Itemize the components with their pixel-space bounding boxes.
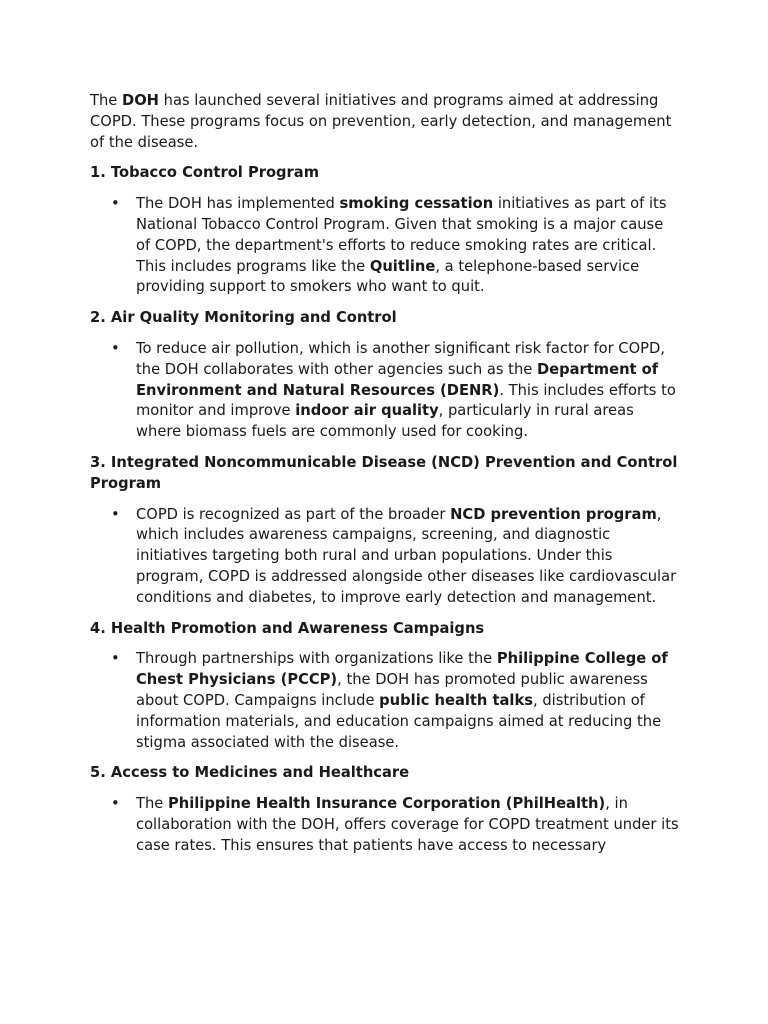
bullet-text: COPD is recognized as part of the broader bbox=[136, 505, 451, 523]
section-heading-air-quality: 2. Air Quality Monitoring and Control bbox=[90, 309, 397, 327]
bullet-text: . This includes efforts to monitor and improve bbox=[136, 381, 676, 420]
bullet-item-health-promotion bbox=[136, 649, 680, 753]
bullet-bold: Philippine College of Chest Physicians (PCCP) bbox=[136, 650, 668, 689]
bullet-text: , distribution of information materials, and education campaigns aimed at reducing the stigma associated with the disease. bbox=[136, 691, 662, 751]
document-page bbox=[90, 91, 680, 867]
section-heading-health-promotion: 4. Health Promotion and Awareness Campaigns bbox=[90, 619, 485, 637]
bullet-item-ncd bbox=[136, 505, 680, 609]
intro-bold: DOH bbox=[122, 92, 159, 109]
bullet-text: To reduce air pollution, which is another significant risk factor for COPD, the DOH collaborates with other agencies such as the bbox=[136, 339, 665, 378]
section-heading-tobacco: 1. Tobacco Control Program bbox=[90, 164, 320, 182]
bullet-bold: Quitline bbox=[369, 257, 436, 275]
bullet-text: , in collaboration with the DOH, offers coverage for COPD treatment under its case rates. This ensures that patients have access to necessary bbox=[136, 795, 679, 854]
bullet-text: Through partnerships with organizations like the bbox=[136, 650, 497, 668]
bullet-text: The bbox=[136, 795, 168, 813]
bullet-bold: indoor air quality bbox=[295, 402, 439, 420]
intro-text: The bbox=[90, 92, 122, 109]
bullet-bold: NCD prevention program bbox=[450, 505, 657, 523]
bullet-item-medicines bbox=[136, 794, 680, 856]
bullet-list bbox=[90, 505, 680, 609]
bullet-text: initiatives as part of its National Tobacco Control Program. Given that smoking is a major cause of COPD, the department's efforts to reduce smoking rates are critical. This includes programs like the bbox=[136, 195, 667, 275]
bullet-item-tobacco bbox=[136, 194, 680, 298]
bullet-text: , the DOH has promoted public awareness about COPD. Campaigns include bbox=[136, 671, 648, 709]
intro-paragraph bbox=[90, 91, 680, 153]
bullet-item-air-quality bbox=[136, 339, 680, 443]
bullet-bold: smoking cessation bbox=[339, 195, 494, 213]
intro-text: has launched several initiatives and programs aimed at addressing COPD. These programs focus on prevention, early detection, and management of the disease. bbox=[90, 92, 672, 151]
bullet-text: The DOH has implemented bbox=[136, 195, 340, 213]
section-heading-medicines: 5. Access to Medicines and Healthcare bbox=[90, 764, 410, 782]
bullet-list bbox=[90, 194, 680, 298]
bullet-list bbox=[90, 794, 680, 856]
bullet-list bbox=[90, 649, 680, 753]
bullet-bold: public health talks bbox=[379, 691, 533, 709]
bullet-list bbox=[90, 339, 680, 443]
bullet-text: , a telephone-based service providing support to smokers who want to quit. bbox=[136, 257, 640, 296]
section-heading-ncd: 3. Integrated Noncommunicable Disease (NCD) Prevention and Control Program bbox=[90, 453, 678, 492]
bullet-text: , particularly in rural areas where biomass fuels are commonly used for cooking. bbox=[136, 402, 634, 441]
bullet-bold: Department of Environment and Natural Resources (DENR) bbox=[136, 360, 659, 399]
bullet-text: , which includes awareness campaigns, screening, and diagnostic initiatives targeting both rural and urban populations. Under this program, COPD is addressed alongside other diseases like cardiovascular conditions and diabetes, to improve early detection and management. bbox=[136, 505, 677, 606]
bullet-bold: Philippine Health Insurance Corporation (PhilHealth) bbox=[168, 795, 606, 813]
